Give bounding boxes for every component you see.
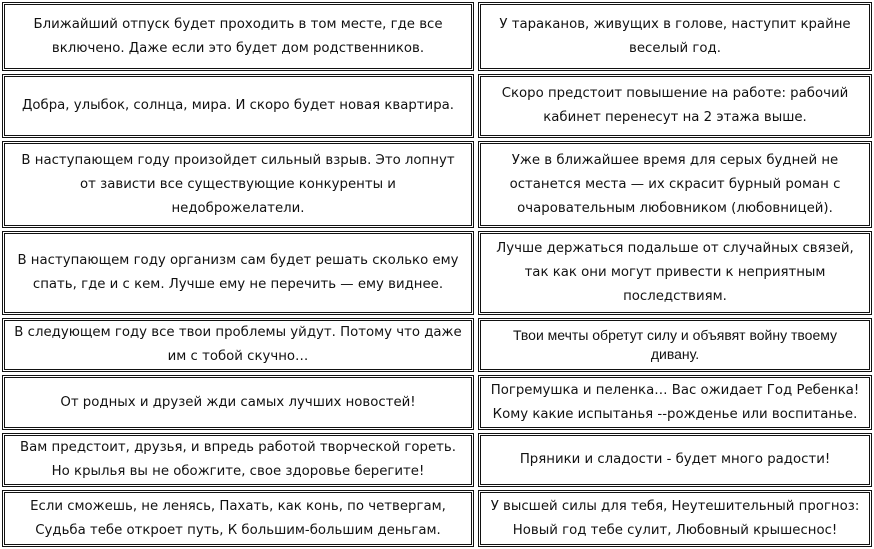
prediction-text: Добра, улыбок, солнца, мира. И скоро будет новая квартира. [21, 98, 455, 113]
prediction-card [2, 433, 474, 487]
prediction-text: В наступающем году организм сам будет решать сколько ему спать, где и с кем. Лучше ему не перечить — ему виднее. [17, 253, 459, 292]
prediction-card [478, 433, 872, 487]
prediction-text: Вам предстоит, друзья, и впредь работой творческой гореть. Но крылья вы не обожгите, свое здоровье берегите! [20, 440, 456, 479]
prediction-card [2, 490, 474, 547]
prediction-text: Скоро предстоит повышение на работе: рабочий кабинет перенесут на 2 этажа выше. [501, 86, 849, 125]
prediction-card [478, 318, 872, 372]
prediction-card [2, 318, 474, 372]
prediction-text: В наступающем году произойдет сильный взрыв. Это лопнут от зависти все существующие конкуренты и недоброжелатели. [21, 152, 455, 216]
prediction-text: Если сможешь, не ленясь, Пахать, как конь, по четвергам, Судьба тебе откроет путь, К большим-большим деньгам. [30, 498, 446, 538]
prediction-card [2, 2, 474, 71]
prediction-text: У высшей силы для тебя, Неутешительный прогноз: Новый год тебе сулит, Любовный крышеснос! [490, 498, 860, 538]
prediction-card [2, 375, 474, 430]
prediction-card [478, 74, 872, 138]
prediction-card [478, 2, 872, 71]
prediction-card [478, 490, 872, 547]
prediction-text: В следующем году все твои проблемы уйдут. Потому что даже им с тобой скучно… [14, 325, 462, 364]
prediction-card [478, 375, 872, 430]
prediction-card [478, 231, 872, 315]
prediction-card [478, 141, 872, 228]
prediction-text: Пряники и сладости - будет много радости! [519, 452, 831, 467]
prediction-text: Уже в ближайшее время для серых будней не останется места — их скрасит бурный роман с очаровательным любовником (любовницей). [509, 152, 841, 216]
prediction-text: Погремушка и пеленка… Вас ожидает Год Ребенка! Кому какие испытанья --рожденье или воспитанье. [490, 382, 860, 422]
prediction-card [2, 141, 474, 228]
prediction-text: От родных и друзей жди самых лучших новостей! [60, 394, 416, 410]
prediction-text: Лучше держаться подальше от случайных связей, так как они могут привести к неприятным последствиям. [496, 241, 854, 304]
prediction-card [2, 74, 474, 138]
prediction-card [2, 231, 474, 315]
prediction-text: У тараканов, живущих в голове, наступит крайне веселый год. [499, 16, 851, 56]
prediction-cards-grid [2, 2, 872, 547]
prediction-text: Ближайший отпуск будет проходить в том месте, где все включено. Даже если это будет дом родственников. [33, 16, 443, 56]
prediction-text: Твои мечты обретут силу и объявят войну твоему дивану. [512, 327, 838, 362]
